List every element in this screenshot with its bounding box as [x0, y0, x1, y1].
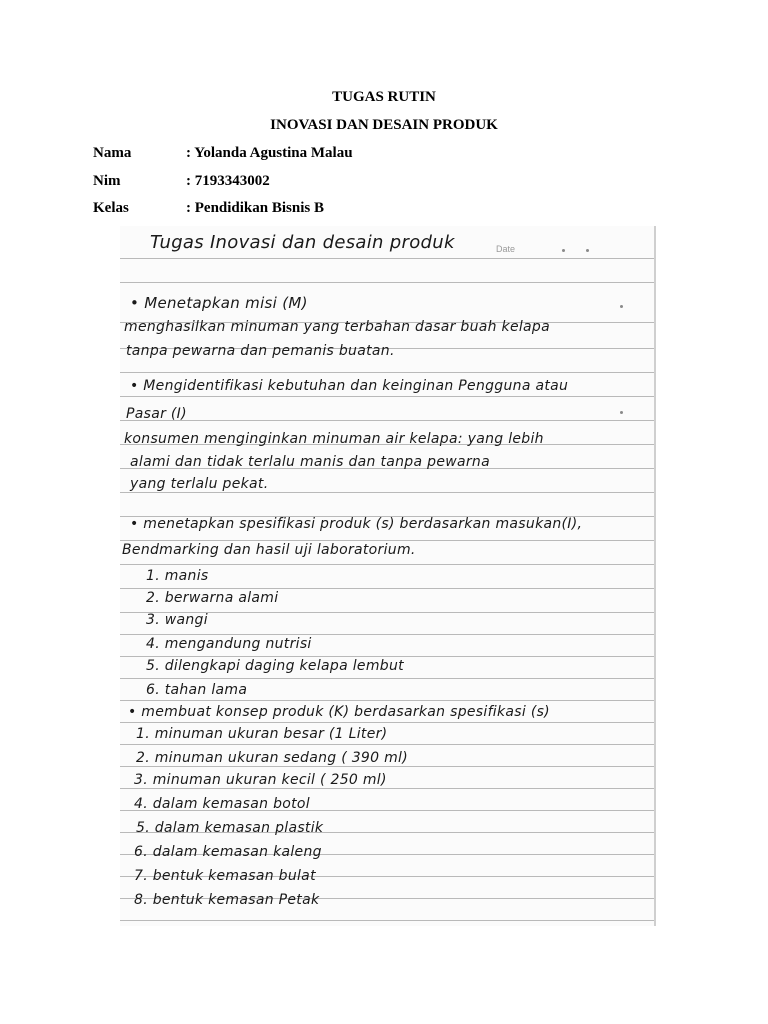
- handwritten-line: menghasilkan minuman yang terbahan dasar buah kelapa: [124, 319, 550, 335]
- title: TUGAS RUTIN: [332, 89, 436, 105]
- handwritten-line: 6. tahan lama: [146, 682, 248, 698]
- handwritten-line: 5. dilengkapi daging kelapa lembut: [146, 658, 404, 674]
- handwritten-line: 3. minuman ukuran kecil ( 250 ml): [134, 772, 387, 788]
- handwritten-line: 3. wangi: [146, 612, 208, 628]
- ruled-line: [120, 656, 654, 657]
- ruled-line: [120, 766, 654, 767]
- name-value: : Yolanda Agustina Malau: [186, 145, 353, 161]
- ruled-line: [120, 396, 654, 397]
- handwritten-line: tanpa pewarna dan pemanis buatan.: [126, 343, 395, 359]
- handwritten-line: 1. minuman ukuran besar (1 Liter): [136, 726, 388, 742]
- handwritten-line: yang terlalu pekat.: [130, 476, 269, 492]
- margin-dot: [620, 411, 623, 414]
- ruled-line: [120, 920, 654, 921]
- date-dot: [562, 249, 565, 252]
- class-value: : Pendidikan Bisnis B: [186, 200, 324, 216]
- handwritten-line: 1. manis: [146, 568, 209, 584]
- handwritten-line: alami dan tidak terlalu manis dan tanpa pewarna: [130, 454, 490, 470]
- ruled-line: [120, 420, 654, 421]
- handwritten-line: • membuat konsep produk (K) berdasarkan spesifikasi (s): [128, 704, 550, 720]
- handwritten-line: Pasar (I): [126, 406, 187, 422]
- date-dot: [586, 249, 589, 252]
- ruled-line: [120, 700, 654, 701]
- handwritten-line: • Mengidentifikasi kebutuhan dan keinginan Pengguna atau: [130, 378, 569, 394]
- ruled-line: [120, 722, 654, 723]
- ruled-line: [120, 564, 654, 565]
- handwritten-line: • Menetapkan misi (M): [130, 294, 308, 312]
- handwritten-line: Bendmarking dan hasil uji laboratorium.: [122, 542, 416, 558]
- subtitle: INOVASI DAN DESAIN PRODUK: [270, 117, 498, 133]
- ruled-line: [120, 588, 654, 589]
- ruled-line: [120, 788, 654, 789]
- margin-dot: [620, 305, 623, 308]
- handwritten-line: 2. berwarna alami: [146, 590, 279, 606]
- ruled-line: [120, 492, 654, 493]
- ruled-line: [120, 678, 654, 679]
- handwritten-line: 5. dalam kemasan plastik: [136, 820, 324, 836]
- handwritten-notebook-page: [120, 226, 656, 926]
- handwritten-line: konsumen menginginkan minuman air kelapa: yang lebih: [124, 431, 544, 447]
- ruled-line: [120, 634, 654, 635]
- ruled-line: [120, 258, 654, 259]
- name-label: Nama: [93, 145, 132, 161]
- handwritten-line: 4. dalam kemasan botol: [134, 796, 310, 812]
- ruled-line: [120, 744, 654, 745]
- handwritten-line: • menetapkan spesifikasi produk (s) berdasarkan masukan(I),: [130, 516, 583, 532]
- handwritten-line: 2. minuman ukuran sedang ( 390 ml): [136, 750, 408, 766]
- nim-value: : 7193343002: [186, 173, 270, 189]
- handwritten-line: 4. mengandung nutrisi: [146, 636, 312, 652]
- ruled-line: [120, 372, 654, 373]
- printed-date-label: Date: [496, 244, 516, 254]
- ruled-line: [120, 540, 654, 541]
- handwritten-line: 8. bentuk kemasan Petak: [134, 892, 320, 908]
- class-label: Kelas: [93, 200, 129, 216]
- handwritten-line: 7. bentuk kemasan bulat: [134, 868, 316, 884]
- handwritten-line: Tugas Inovasi dan desain produk: [150, 232, 455, 253]
- ruled-line: [120, 282, 654, 283]
- handwritten-line: 6. dalam kemasan kaleng: [134, 844, 322, 860]
- nim-label: Nim: [93, 173, 121, 189]
